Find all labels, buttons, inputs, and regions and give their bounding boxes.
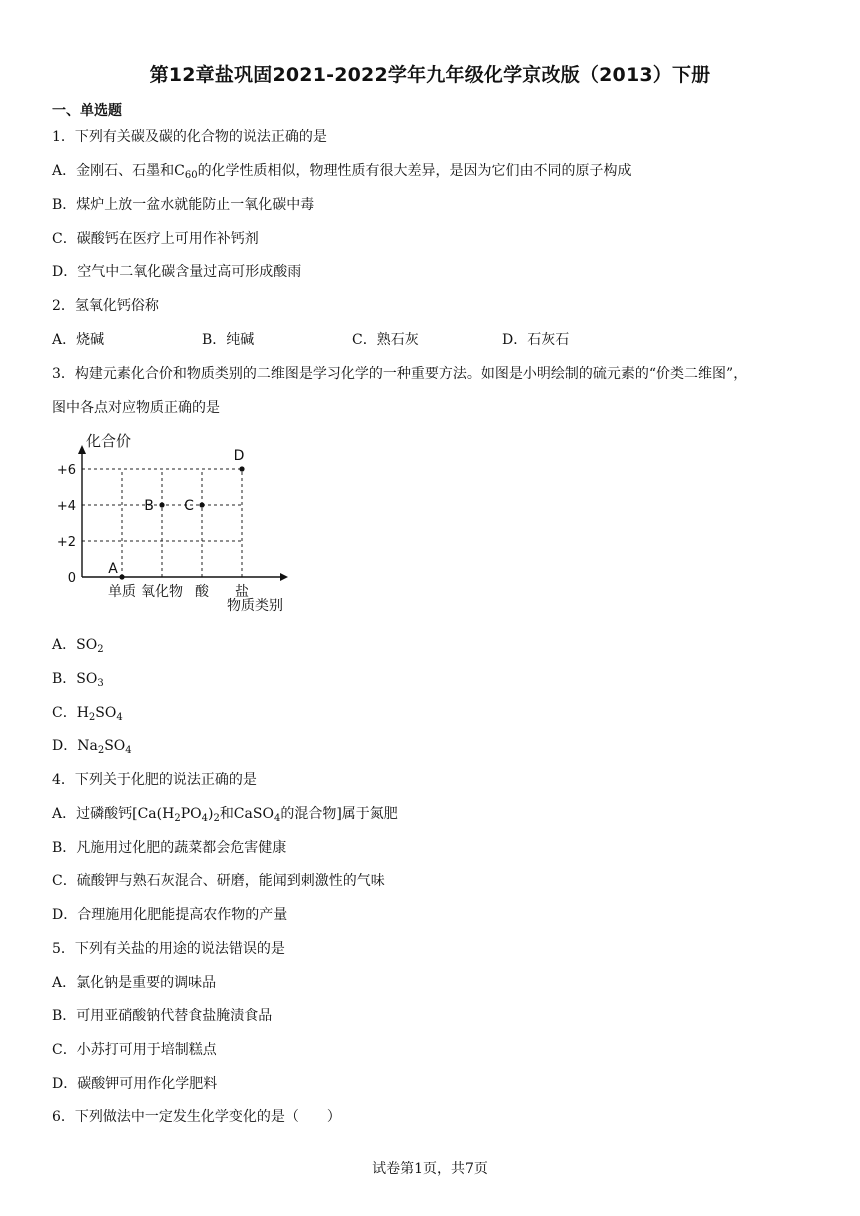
chart-point-c <box>199 502 204 507</box>
question-1-option-a: A．金刚石、石墨和$C_{60}$的化学性质相似，物理性质有很大差异，是因为它们由不同的原子构成 <box>52 163 632 181</box>
chart-x-tick-label: 氧化物 <box>141 584 183 600</box>
chart-y-tick-label: 0 <box>67 571 76 586</box>
chart-point-b <box>159 502 164 507</box>
valence-category-chart <box>52 430 312 620</box>
chart-point-label: C <box>184 498 194 514</box>
chart-y-axis-arrow <box>78 445 86 454</box>
section-heading: 一、单选题 <box>52 103 122 119</box>
chart-x-tick-label: 酸 <box>195 584 209 600</box>
question-4-option-a: A．过磷酸钙[$Ca(H_2PO_4)_2$和CaSO$_4$的混合物]属于氮肥 <box>52 806 398 824</box>
chart-point-label: A <box>108 561 118 577</box>
question-4-option-d: D．合理施用化肥能提高农作物的产量 <box>52 907 288 923</box>
question-1-option-d: D．空气中二氧化碳含量过高可形成酸雨 <box>52 264 302 280</box>
chart-point-label: D <box>233 448 245 464</box>
question-3-option-c: C．$H_2SO_4$ <box>52 705 123 723</box>
chart-y-tick-label: +4 <box>56 499 76 514</box>
question-5-stem: 5．下列有关盐的用途的说法错误的是 <box>52 941 285 957</box>
chart-y-axis-label: 化合价 <box>86 432 132 450</box>
question-2-option-d: D．石灰石 <box>502 332 570 348</box>
page-title: 第12章盐巩固2021-2022学年九年级化学京改版（2013）下册 <box>149 64 711 86</box>
chart-y-tick-label: +2 <box>56 535 76 550</box>
question-5-option-b: B．可用亚硝酸钠代替食盐腌渍食品 <box>52 1008 273 1024</box>
chart-point-label: B <box>144 498 154 514</box>
question-2-option-c: C．熟石灰 <box>352 332 419 348</box>
chart-point-d <box>239 466 244 471</box>
page-footer: 试卷第1页，共7页 <box>372 1161 488 1177</box>
question-1-option-c: C．碳酸钙在医疗上可用作补钙剂 <box>52 231 259 247</box>
question-2-stem: 2．氢氧化钙俗称 <box>52 298 159 314</box>
question-3-option-b: B．$SO_3$ <box>52 671 104 689</box>
question-4-stem: 4．下列关于化肥的说法正确的是 <box>52 772 257 788</box>
question-1-stem: 1．下列有关碳及碳的化合物的说法正确的是 <box>52 129 327 145</box>
question-2-option-a: A．烧碱 <box>52 332 105 348</box>
question-5-option-a: A．氯化钠是重要的调味品 <box>52 975 217 991</box>
question-3-option-d: D．$Na_2SO_4$ <box>52 738 132 756</box>
chart-y-tick-label: +6 <box>56 463 76 478</box>
question-6-stem: 6．下列做法中一定发生化学变化的是（ ） <box>52 1109 341 1125</box>
chart-x-tick-label: 单质 <box>108 584 136 600</box>
question-2-options <box>52 330 569 350</box>
question-3-stem-line-2: 图中各点对应物质正确的是 <box>52 400 220 416</box>
question-1-option-b: B．煤炉上放一盆水就能防止一氧化碳中毒 <box>52 197 315 213</box>
chart-x-tick-label: 盐 <box>235 584 249 600</box>
chart-x-axis-arrow <box>280 573 288 581</box>
question-4-option-c: C．硫酸钾与熟石灰混合、研磨，能闻到刺激性的气味 <box>52 873 385 889</box>
chart-point-a <box>119 574 124 579</box>
question-5-option-d: D．碳酸钾可用作化学肥料 <box>52 1076 218 1092</box>
question-3-option-a: A．$SO_2$ <box>52 637 104 655</box>
question-2-option-b: B．纯碱 <box>202 332 255 348</box>
chart-x-axis-label: 物质类别 <box>227 598 283 614</box>
question-5-option-c: C．小苏打可用于培制糕点 <box>52 1042 217 1058</box>
question-4-option-b: B．凡施用过化肥的蔬菜都会危害健康 <box>52 840 287 856</box>
question-3-stem-line-1: 3．构建元素化合价和物质类别的二维图是学习化学的一种重要方法。如图是小明绘制的硫元素的“价类二维图”， <box>52 366 748 382</box>
